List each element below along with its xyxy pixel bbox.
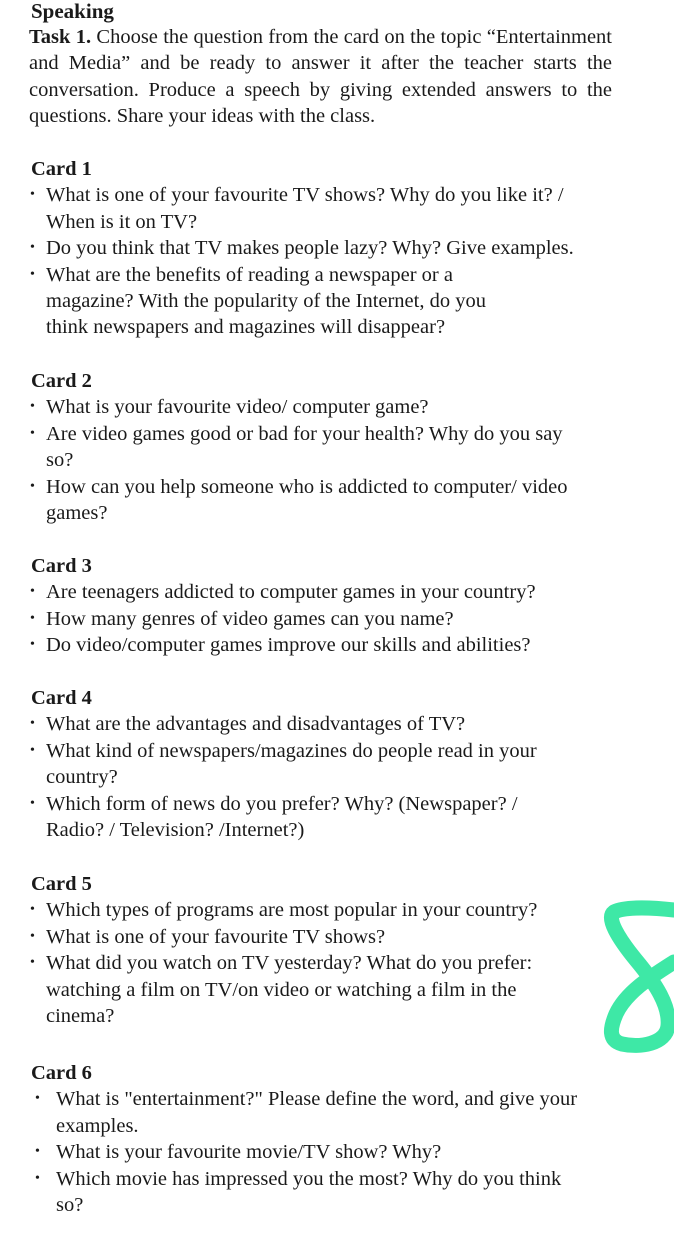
question-line: so? [56, 1194, 84, 1217]
question-item [31, 924, 631, 950]
question-list [31, 897, 631, 1029]
question-item [31, 1166, 631, 1219]
question-line: What is your favourite movie/TV show? Why? [56, 1141, 442, 1164]
question-list [31, 182, 631, 340]
question-line: Are video games good or bad for your health? Why do you say [46, 422, 563, 445]
question-item [31, 1086, 631, 1139]
question-item [31, 897, 631, 923]
handwritten-eight-icon [596, 898, 674, 1058]
task-text: Choose the question from the card on the topic “Entertainment and Media” and be ready to answer it after the teacher starts the conversation. Produce a speech by giving extended answers to the questions. Share your ideas with the class. [29, 26, 612, 128]
bullet-icon: • [30, 240, 35, 256]
question-line: Which movie has impressed you the most? Why do you think [56, 1167, 562, 1190]
question-line: What did you watch on TV yesterday? What do you prefer: [46, 952, 533, 975]
question-item [31, 711, 631, 737]
question-item [31, 262, 631, 341]
section-title: Speaking [31, 0, 114, 23]
question-line: What is one of your favourite TV shows? Why do you like it? / [46, 184, 564, 207]
question-item [31, 606, 631, 632]
card-1 [31, 156, 631, 341]
question-item [31, 182, 631, 235]
bullet-icon: • [30, 399, 35, 415]
question-line: What kind of newspapers/magazines do people read in your [46, 739, 537, 762]
marker-stroke [611, 908, 674, 1045]
question-item [31, 950, 631, 1029]
question-line: Which form of news do you prefer? Why? (Newspaper? / [46, 792, 518, 815]
question-item [31, 579, 631, 605]
bullet-icon: • [30, 716, 35, 732]
question-list [31, 579, 631, 658]
card-title: Card 3 [31, 555, 92, 577]
bullet-icon: • [35, 1091, 40, 1107]
card-2 [31, 368, 631, 526]
question-line: Do you think that TV makes people lazy? Why? Give examples. [46, 237, 574, 260]
question-line: What is your favourite video/ computer game? [46, 396, 429, 419]
question-item [31, 474, 631, 527]
card-6 [31, 1060, 631, 1218]
question-line: games? [46, 502, 108, 525]
bullet-icon: • [30, 610, 35, 626]
question-list [31, 1086, 631, 1218]
bullet-icon: • [30, 902, 35, 918]
question-line: What are the benefits of reading a newspaper or a [46, 263, 453, 286]
question-line: magazine? With the popularity of the Internet, do you [46, 290, 486, 313]
question-line: so? [46, 449, 74, 472]
bullet-icon: • [30, 187, 35, 203]
card-5 [31, 871, 631, 1029]
bullet-icon: • [30, 266, 35, 282]
bullet-icon: • [30, 478, 35, 494]
task-label: Task 1. [29, 26, 92, 48]
question-line: When is it on TV? [46, 210, 198, 233]
bullet-icon: • [30, 425, 35, 441]
question-line: What is one of your favourite TV shows? [46, 925, 386, 948]
question-item [31, 421, 631, 474]
bullet-icon: • [30, 955, 35, 971]
question-line: country? [46, 766, 118, 789]
question-list [31, 394, 631, 526]
question-line: think newspapers and magazines will disappear? [46, 316, 446, 339]
card-title: Card 2 [31, 370, 92, 392]
question-line: How many genres of video games can you name? [46, 607, 454, 630]
question-line: watching a film on TV/on video or watching a film in the [46, 978, 517, 1001]
question-line: How can you help someone who is addicted to computer/ video [46, 475, 568, 498]
question-line: Are teenagers addicted to computer games in your country? [46, 581, 536, 604]
card-title: Card 4 [31, 687, 92, 709]
question-item [31, 235, 631, 261]
bullet-icon: • [35, 1144, 40, 1160]
question-line: Which types of programs are most popular in your country? [46, 899, 538, 922]
question-line: examples. [56, 1114, 139, 1137]
bullet-icon: • [30, 795, 35, 811]
bullet-icon: • [30, 742, 35, 758]
question-item [31, 791, 631, 844]
question-line: What are the advantages and disadvantages of TV? [46, 713, 466, 736]
question-item [31, 738, 631, 791]
bullet-icon: • [30, 928, 35, 944]
bullet-icon: • [30, 637, 35, 653]
question-line: Radio? / Television? /Internet?) [46, 819, 305, 842]
question-line: Do video/computer games improve our skills and abilities? [46, 634, 531, 657]
question-item [31, 394, 631, 420]
task-instructions [29, 24, 612, 130]
question-list [31, 711, 631, 843]
question-item [31, 632, 631, 658]
card-3 [31, 553, 631, 659]
card-title: Card 5 [31, 873, 92, 895]
bullet-icon: • [30, 584, 35, 600]
question-item [31, 1139, 631, 1165]
card-4 [31, 685, 631, 843]
card-title: Card 6 [31, 1062, 92, 1084]
bullet-icon: • [35, 1170, 40, 1186]
question-line: cinema? [46, 1005, 115, 1028]
question-line: What is "entertainment?" Please define the word, and give your [56, 1088, 578, 1111]
card-title: Card 1 [31, 158, 92, 180]
